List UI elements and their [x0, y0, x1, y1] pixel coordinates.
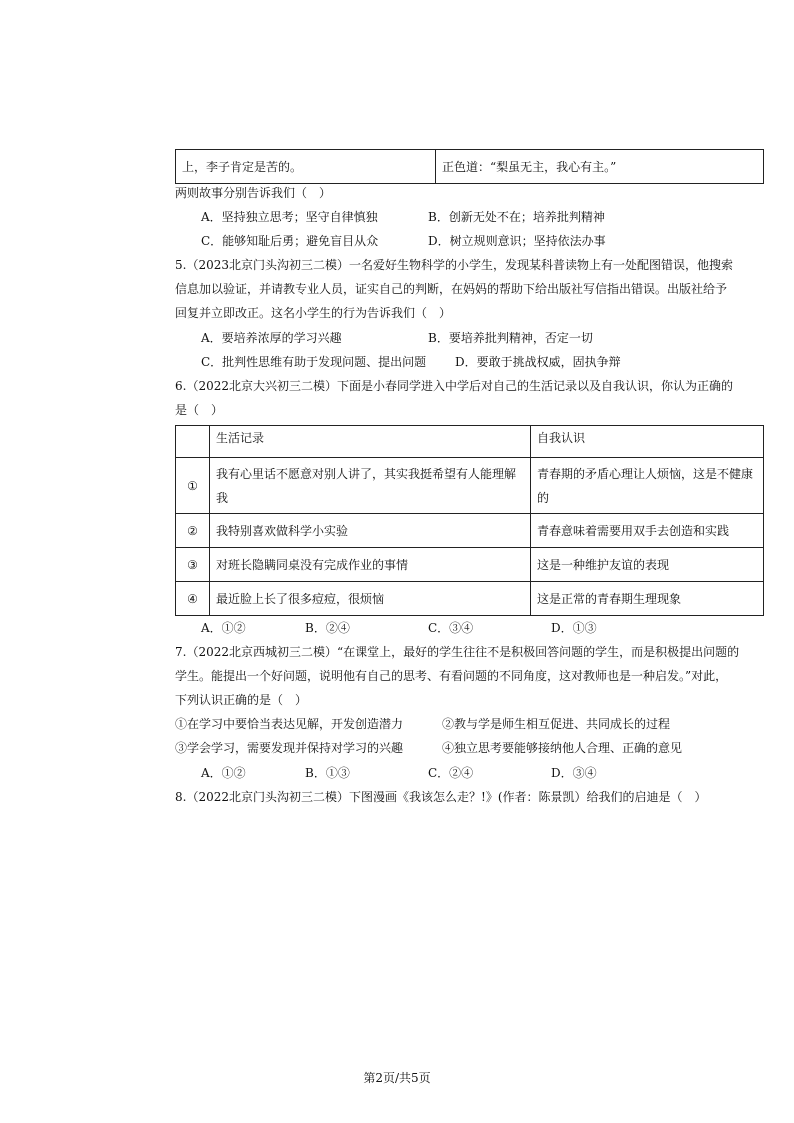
row-view: 青春意味着需要用双手去创造和实践	[531, 514, 764, 548]
story-table	[175, 149, 764, 184]
q7-statement-2: ②教与学是师生相互促进、共同成长的过程	[442, 717, 671, 731]
q7-option-b: B．①③	[305, 766, 350, 780]
q7-line-1: 7.（2022北京西城初三二模）“在课堂上，最好的学生往往不是积极回答问题的学生，而是积极提出问题的	[175, 645, 740, 659]
q7-line-2: 学生。能提出一个好问题，说明他有自己的思考、有看问题的不同角度，这对教师也是一种启发。”对此，	[175, 669, 728, 683]
q5-option-a: A．要培养浓厚的学习兴趣	[201, 331, 342, 345]
row-number: ②	[176, 514, 210, 548]
table-header-row	[176, 426, 764, 458]
q7-option-c: C．②④	[428, 766, 474, 780]
q6-option-c: C．③④	[428, 621, 474, 635]
table-row	[176, 458, 764, 514]
q5-line-3: 回复并立即改正。这名小学生的行为告诉我们（ ）	[175, 306, 452, 320]
q4-option-a: A．坚持独立思考；坚守自律慎独	[201, 210, 378, 224]
table-row	[176, 548, 764, 582]
table-header-view: 自我认识	[531, 426, 764, 458]
row-record: 我特别喜欢做科学小实验	[210, 514, 531, 548]
q5-line-2: 信息加以验证，并请教专业人员，证实自己的判断，在妈妈的帮助下给出版社写信指出错误。出版社给予	[175, 282, 728, 296]
q4-option-c: C．能够知耻后勇；避免盲目从众	[201, 234, 379, 248]
page-number: 第2页/共5页	[363, 1071, 431, 1085]
q4-option-b: B．创新无处不在；培养批判精神	[428, 210, 605, 224]
q6-option-d: D．①③	[551, 621, 597, 635]
row-record: 最近脸上长了很多痘痘，很烦恼	[210, 582, 531, 616]
q6-option-a: A．①②	[201, 621, 246, 635]
q7-option-a: A．①②	[201, 766, 246, 780]
table-row	[176, 582, 764, 616]
q6-table	[175, 425, 764, 616]
row-view-line: 青春期的矛盾心理让人烦恼，这是不健康	[537, 466, 754, 481]
q6-option-b: B．②④	[305, 621, 350, 635]
q5-option-d: D．要敢于挑战权威，固执争辩	[455, 355, 621, 369]
q7-statement-1: ①在学习中要恰当表达见解，开发创造潜力	[175, 717, 404, 731]
q4-option-d: D．树立规则意识；坚持依法办事	[428, 234, 606, 248]
q5-option-c: C．批判性思维有助于发现问题、提出问题	[201, 355, 427, 369]
q8-line: 8.（2022北京门头沟初三二模）下图漫画《我该怎么走？!》(作者：陈景凯）给我们的启迪是（ ）	[175, 790, 707, 804]
row-number: ④	[176, 582, 210, 616]
q4-stem: 两则故事分别告诉我们（ ）	[175, 186, 332, 200]
q5-line-1: 5.（2023北京门头沟初三二模）一名爱好生物科学的小学生，发现某科普读物上有一处配图错误，他搜索	[175, 258, 733, 272]
q7-line-3: 下列认识正确的是（ ）	[175, 693, 308, 707]
table-header-record: 生活记录	[210, 426, 531, 458]
q7-statement-3: ③学会学习，需要发现并保持对学习的兴趣	[175, 741, 404, 755]
row-record: 对班长隐瞒同桌没有完成作业的事情	[210, 548, 531, 582]
table-row	[176, 514, 764, 548]
row-view-line: 的	[537, 490, 550, 505]
q6-line-2: 是（ ）	[175, 403, 224, 417]
row-number: ③	[176, 548, 210, 582]
row-record-line: 我	[216, 490, 229, 505]
q6-line-1: 6.（2022北京大兴初三二模）下面是小春同学进入中学后对自己的生活记录以及自我认识，你认为正确的	[175, 379, 733, 393]
story-right-cell: 正色道：“梨虽无主，我心有主。”	[436, 150, 764, 184]
row-number: ①	[176, 458, 210, 514]
q7-option-d: D．③④	[551, 766, 597, 780]
row-view: 这是一种维护友谊的表现	[531, 548, 764, 582]
row-record-line: 我有心里话不愿意对别人讲了，其实我挺希望有人能理解	[216, 466, 517, 481]
row-view: 这是正常的青春期生理现象	[531, 582, 764, 616]
q7-statement-4: ④独立思考要能够接纳他人合理、正确的意见	[442, 741, 683, 755]
story-left-cell: 上，李子肯定是苦的。	[176, 150, 436, 184]
q5-option-b: B．要培养批判精神，否定一切	[428, 331, 593, 345]
